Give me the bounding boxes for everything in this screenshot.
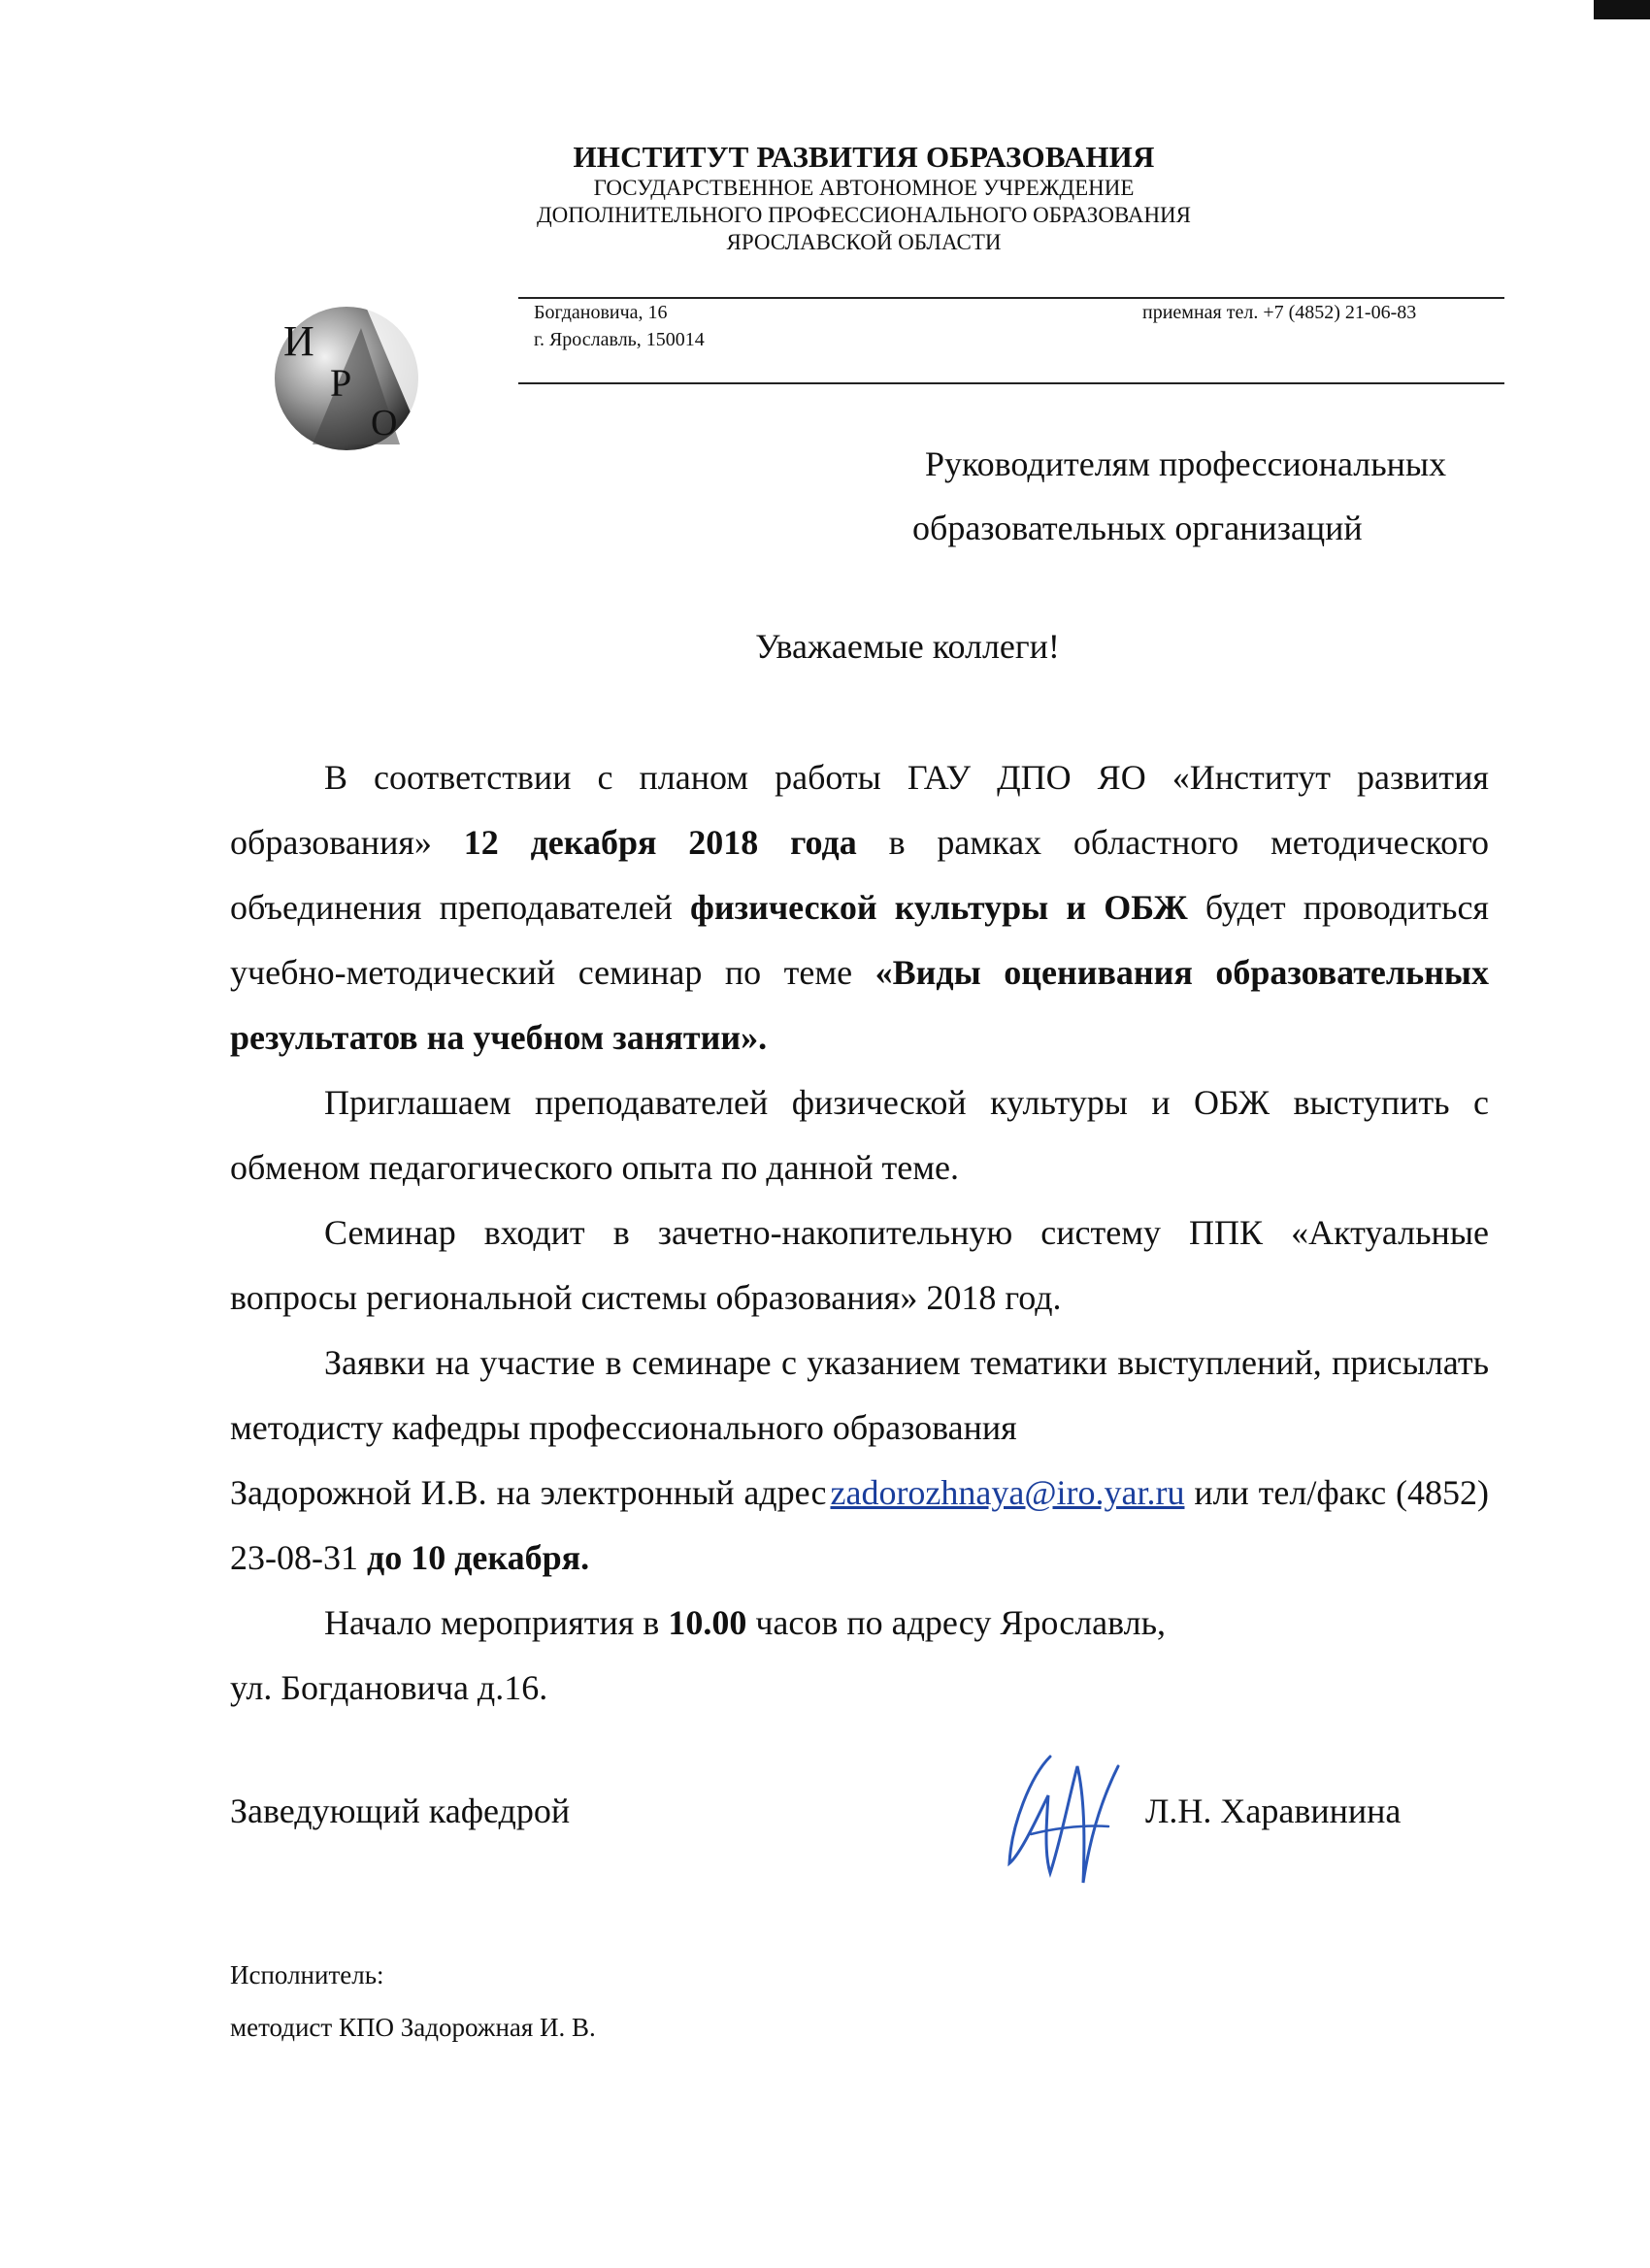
letterhead-rule-top <box>518 297 1504 299</box>
handwritten-signature <box>992 1737 1157 1892</box>
institute-title: ИНСТИТУТ РАЗВИТИЯ ОБРАЗОВАНИЯ <box>573 140 1155 174</box>
start-time: 10.00 <box>668 1603 747 1642</box>
logo-letter-i: И <box>283 317 314 365</box>
seminar-topic: «Виды оценивания образовательных результатов на учебном занятии». <box>230 953 1489 1057</box>
address-city: г. Ярославль, 150014 <box>534 329 705 350</box>
institute-subtitle-line2: ДОПОЛНИТЕЛЬНОГО ПРОФЕССИОНАЛЬНОГО ОБРАЗОВАНИЯ <box>536 203 1192 227</box>
logo-letter-o: О <box>371 403 398 444</box>
scan-corner-mark <box>1594 0 1650 19</box>
deadline: до 10 декабря. <box>366 1538 590 1577</box>
paragraph-ppk: Семинар входит в зачетно-накопительную систему ППК «Актуальные вопросы региональной системы образования» 2018 год. <box>230 1213 1489 1317</box>
letterhead-rule-bottom <box>518 382 1504 384</box>
paragraph-applications: Заявки на участие в семинаре с указанием тематики выступлений, присылать методисту кафедры профессионального образования <box>230 1343 1489 1447</box>
seminar-date: 12 декабря 2018 года <box>463 823 857 862</box>
paragraph-contact: Задорожной И.В. на электронный адрес zadorozhnaya@iro.yar.ru или тел/факс (4852) 23-08-31 до 10 декабря. <box>230 1473 1490 1577</box>
institute-subtitle-line3: ЯРОСЛАВСКОЙ ОБЛАСТИ <box>726 230 1002 254</box>
seminar-subject: физической культуры и ОБЖ <box>690 888 1188 927</box>
paragraph-announcement: В соответствии с планом работы ГАУ ДПО ЯО «Институт развития образования» 12 декабря 2018 года в рамках областного методического объединения преподавателей физической культуры и ОБЖ будет проводиться учебно-методический семинар по теме «Виды оценивания образовательных результатов на учебном занятии». <box>230 758 1489 1057</box>
letter-body <box>230 745 1489 1721</box>
executor-label: Исполнитель: <box>230 1960 384 1989</box>
iro-logo <box>254 299 437 454</box>
logo-letter-r: Р <box>330 361 352 405</box>
recipient-line2: образовательных организаций <box>912 509 1363 547</box>
paragraph-venue: ул. Богдановича д.16. <box>230 1668 548 1707</box>
signatory-position: Заведующий кафедрой <box>230 1791 571 1830</box>
paragraph-start: Начало мероприятия в 10.00 часов по адресу Ярославль, <box>324 1603 1167 1642</box>
institute-subtitle-line1: ГОСУДАРСТВЕННОЕ АВТОНОМНОЕ УЧРЕЖДЕНИЕ <box>593 176 1135 200</box>
greeting: Уважаемые коллеги! <box>755 627 1060 666</box>
paragraph-invitation: Приглашаем преподавателей физической культуры и ОБЖ выступить с обменом педагогического опыта по данной теме. <box>230 1083 1489 1187</box>
executor-name: методист КПО Задорожная И. В. <box>230 2013 596 2042</box>
address-street: Богдановича, 16 <box>534 302 668 323</box>
signatory-name: Л.Н. Харавинина <box>1145 1791 1402 1830</box>
address-phone: приемная тел. +7 (4852) 21-06-83 <box>1142 302 1417 323</box>
recipient-line1: Руководителям профессиональных <box>925 444 1447 483</box>
email-link[interactable]: zadorozhnaya@iro.yar.ru <box>830 1473 1185 1512</box>
